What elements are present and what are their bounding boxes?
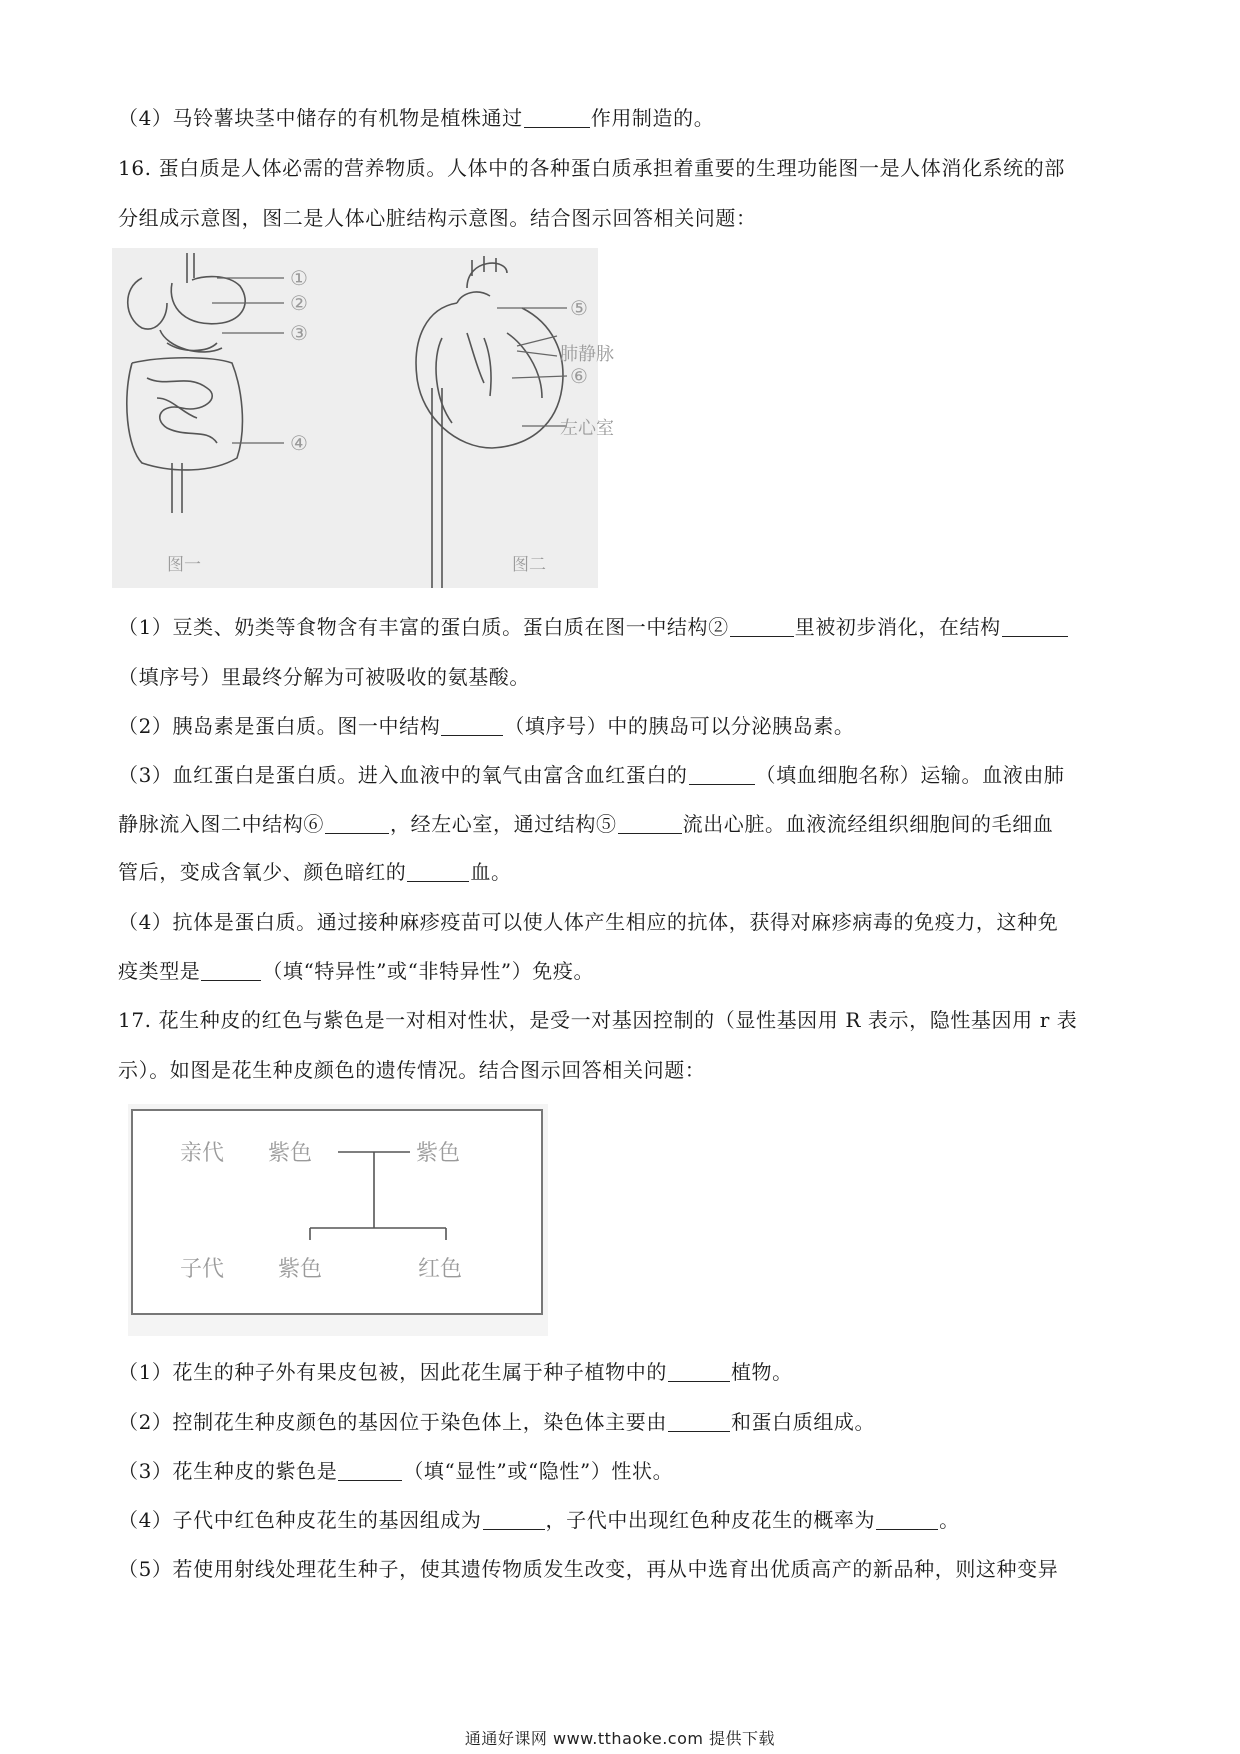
answer-blank[interactable] [689, 764, 755, 785]
q17-item-5: （5）若使用射线处理花生种子，使其遗传物质发生改变，再从中选育出优质高产的新品种，则这种变异 [118, 1557, 1059, 1581]
answer-blank[interactable] [876, 1509, 938, 1530]
q16-stem-line1: 16. 蛋白质是人体必需的营养物质。人体中的各种蛋白质承担着重要的生理功能图一是人体消化系统的部 [118, 156, 1065, 180]
inheritance-diagram [128, 1104, 548, 1336]
answer-blank[interactable] [524, 107, 590, 128]
label-6: ⑥ [570, 364, 588, 388]
offspring-right-phenotype: 红色 [418, 1257, 463, 1282]
q16-stem-line2: 分组成示意图，图二是人体心脏结构示意图。结合图示回答相关问题： [118, 206, 757, 230]
digestive-system-diagram [127, 253, 245, 513]
answer-blank[interactable] [441, 715, 503, 736]
answer-blank[interactable] [668, 1411, 730, 1432]
answer-blank[interactable] [201, 960, 261, 981]
heart-diagram [416, 256, 563, 588]
answer-blank[interactable] [668, 1361, 730, 1382]
q15-item-4: （4）马铃薯块茎中储存的有机物是植株通过 作用制造的。 [118, 106, 715, 130]
q16-item-4: （4）抗体是蛋白质。通过接种麻疹疫苗可以使人体产生相应的抗体，获得对麻疹病毒的免疫力，这种免 [118, 910, 1059, 934]
q17-stem-line2: 示）。如图是花生种皮颜色的遗传情况。结合图示回答相关问题： [118, 1058, 706, 1082]
q16-item-1: （1）豆类、奶类等食物含有丰富的蛋白质。蛋白质在图一中结构② 里被初步消化，在结构 [118, 613, 1069, 641]
q16-item-3: （3）血红蛋白是蛋白质。进入血液中的氧气由富含血红蛋白的 （填血细胞名称）运输。血液由肺 [118, 763, 1065, 787]
q17-item-2: （2）控制花生种皮颜色的基因位于染色体上，染色体主要由 和蛋白质组成。 [118, 1410, 876, 1434]
digestive-heart-figure [112, 248, 614, 588]
parent-right-phenotype: 紫色 [416, 1141, 461, 1166]
q16-item-3-line3: 管后，变成含氧少、颜色暗红的 血。 [118, 860, 512, 884]
fig1-caption: 图一 [167, 555, 201, 575]
label-2: ② [290, 291, 308, 315]
q16-item-2: （2）胰岛素是蛋白质。图一中结构 （填序号）中的胰岛可以分泌胰岛素。 [118, 714, 855, 738]
parent-left-phenotype: 紫色 [268, 1141, 313, 1166]
label-5: ⑤ [570, 296, 588, 320]
answer-blank[interactable] [338, 1460, 402, 1481]
q17-item-3: （3）花生种皮的紫色是 （填“显性”或“隐性”）性状。 [118, 1459, 674, 1483]
q17-item-1: （1）花生的种子外有果皮包被，因此花生属于种子植物中的 植物。 [118, 1360, 793, 1384]
answer-blank[interactable] [407, 861, 469, 882]
q16-item-1-cont: （填序号）里最终分解为可被吸收的氨基酸。 [118, 665, 530, 689]
offspring-left-phenotype: 紫色 [278, 1257, 323, 1282]
label-3: ③ [290, 321, 308, 345]
q16-item-4-cont: 疫类型是 （填“特异性”或“非特异性”）免疫。 [118, 959, 595, 983]
fig2-caption: 图二 [512, 555, 546, 575]
answer-blank[interactable] [618, 813, 682, 834]
q16-item-3-line2: 静脉流入图二中结构⑥ ，经左心室，通过结构⑤ 流出心脏。血液流经组织细胞间的毛细血 [118, 812, 1054, 836]
answer-blank[interactable] [325, 813, 389, 834]
page-footer: 通通好课网 www.tthaoke.com 提供下载 [464, 1729, 776, 1748]
label-pulmonary-vein: 肺静脉 [560, 344, 614, 365]
label-1: ① [290, 266, 308, 290]
answer-blank[interactable] [730, 616, 794, 637]
offspring-generation-label: 子代 [180, 1257, 225, 1282]
answer-blank[interactable] [1002, 616, 1068, 637]
label-4: ④ [290, 431, 308, 455]
parent-generation-label: 亲代 [180, 1141, 225, 1166]
answer-blank[interactable] [483, 1509, 545, 1530]
label-left-ventricle: 左心室 [560, 418, 614, 439]
q17-item-4: （4）子代中红色种皮花生的基因组成为 ，子代中出现红色种皮花生的概率为 。 [118, 1508, 960, 1532]
q17-stem-line1: 17. 花生种皮的红色与紫色是一对相对性状，是受一对基因控制的（显性基因用 R 表示，隐性基因用 r 表 [118, 1008, 1078, 1032]
